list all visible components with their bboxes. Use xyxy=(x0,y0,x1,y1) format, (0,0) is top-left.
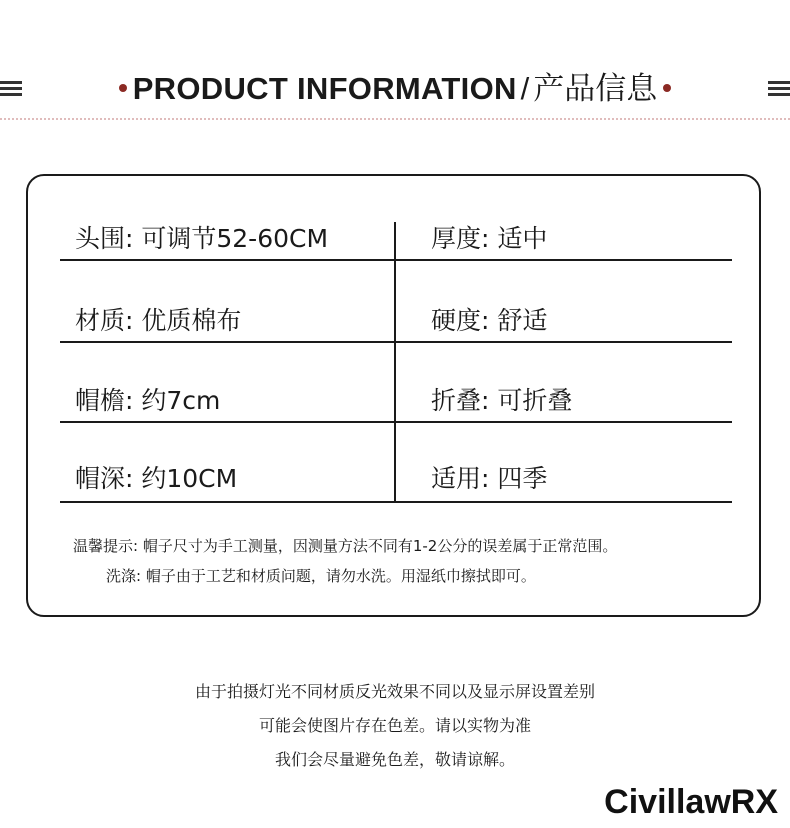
section-header xyxy=(0,60,790,120)
row-divider xyxy=(60,259,732,261)
accent-dot xyxy=(663,84,671,92)
footer-line-2: 可能会使图片存在色差。请以实物为准 xyxy=(258,716,531,735)
section-title xyxy=(0,68,790,110)
spec-card xyxy=(26,174,761,617)
row-divider xyxy=(60,341,732,343)
note-tip: 温馨提示: 帽子尺寸为手工测量，因测量方法不同有1-2公分的误差属于正常范围。 xyxy=(73,537,618,555)
title-chinese: 产品信息 xyxy=(533,71,658,107)
column-divider xyxy=(394,222,396,502)
spec-brim: 帽檐: 约7cm xyxy=(75,386,221,415)
spec-foldable: 折叠: 可折叠 xyxy=(431,386,573,415)
note-wash: 洗涤: 帽子由于工艺和材质问题，请勿水洗。用湿纸巾擦拭即可。 xyxy=(106,567,536,585)
title-english: PRODUCT INFORMATION xyxy=(132,71,517,106)
brand-watermark: CivillawRX xyxy=(604,783,778,821)
title-separator: / xyxy=(520,71,530,106)
dotted-divider xyxy=(0,118,790,120)
footer-line-3: 我们会尽量避免色差，敬请谅解。 xyxy=(274,750,515,769)
spec-season: 适用: 四季 xyxy=(431,464,548,493)
spec-depth: 帽深: 约10CM xyxy=(75,464,238,493)
spec-thickness: 厚度: 适中 xyxy=(431,224,548,253)
spec-hardness: 硬度: 舒适 xyxy=(431,306,548,335)
menu-bars-icon xyxy=(768,81,790,97)
accent-dot xyxy=(119,84,127,92)
footer-line-1: 由于拍摄灯光不同材质反光效果不同以及显示屏设置差别 xyxy=(194,682,595,701)
spec-head-size: 头围: 可调节52-60CM xyxy=(75,224,329,253)
row-divider xyxy=(60,421,732,423)
spec-material: 材质: 优质棉布 xyxy=(75,306,242,335)
row-divider xyxy=(60,501,732,503)
